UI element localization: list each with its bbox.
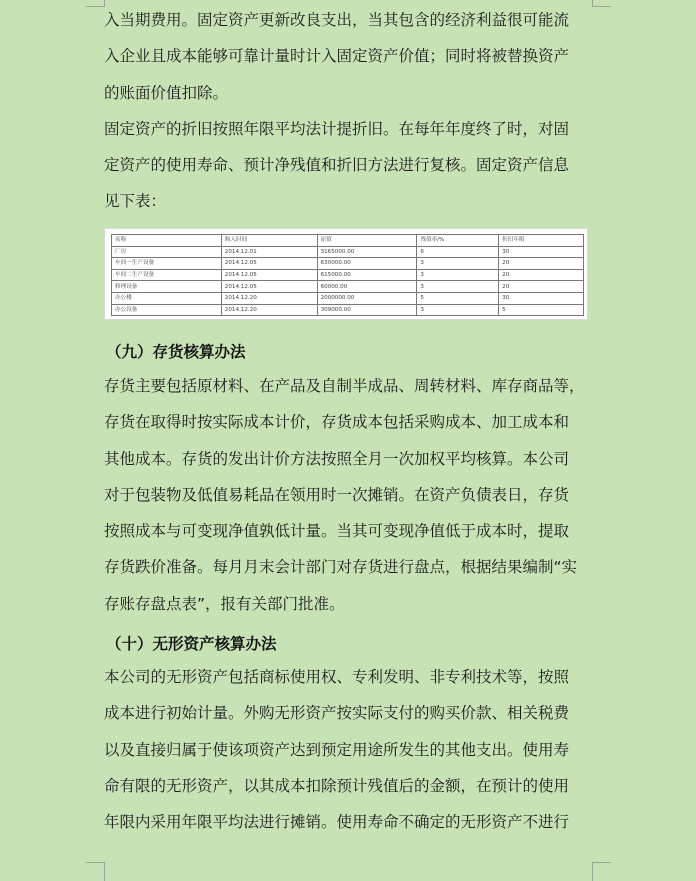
- table-header-cell: 残值率/%: [417, 235, 499, 247]
- table-row: [112, 292, 584, 304]
- text-line: 存货在取得时按实际成本计价，存货成本包括采购成本、加工成本和: [104, 413, 570, 432]
- table-cell: 3: [417, 304, 499, 316]
- text-line: 的账面价值扣除。: [104, 83, 229, 102]
- table-cell: 办公设备: [112, 304, 222, 316]
- table-cell: 6: [417, 246, 499, 258]
- table-header-cell: 原值: [317, 235, 417, 247]
- table-cell: 车间二生产设备: [112, 269, 222, 281]
- table-cell: 3165000.00: [317, 246, 417, 258]
- section-heading-intangible-assets: （十）无形资产核算办法: [106, 635, 277, 653]
- text-line: 定资产的使用寿命、预计净残值和折旧方法进行复核。固定资产信息: [104, 156, 570, 175]
- text-line: 成本进行初始计量。外购无形资产按实际支付的购买价款、相关税费: [104, 704, 570, 723]
- text-line: 存货跌价准备。每月月末会计部门对存货进行盘点，根据结果编制“实: [104, 558, 578, 577]
- paragraph-fixed-assets: [104, 2, 592, 220]
- table-cell: 5: [417, 292, 499, 304]
- fixed-asset-table: [104, 228, 588, 320]
- text-line: 按照成本与可变现净值孰低计量。当其可变现净值低于成本时，提取: [104, 522, 570, 541]
- text-line: 本公司的无形资产包括商标使用权、专利发明、非专利技术等，按照: [104, 668, 570, 686]
- table-cell: 20: [499, 269, 584, 281]
- table-row: [112, 258, 584, 270]
- table-header-cell: 名称: [112, 235, 222, 247]
- table-cell: 630000.00: [317, 258, 417, 270]
- table-cell: 2000000.00: [317, 292, 417, 304]
- page-corner-mark: [592, 862, 611, 881]
- text-line: 存账存盘点表”，报有关部门批准。: [104, 594, 345, 613]
- table-cell: 5: [499, 304, 584, 316]
- page-corner-mark: [86, 862, 105, 881]
- table-cell: 615000.00: [317, 269, 417, 281]
- text-line: 对于包装物及低值易耗品在领用时一次摊销。在资产负债表日，存货: [104, 485, 570, 504]
- table-cell: 2014.12.05: [221, 281, 317, 293]
- table-cell: 20: [499, 281, 584, 293]
- table-cell: 30: [499, 292, 584, 304]
- section-heading-inventory: （九）存货核算办法: [106, 343, 246, 361]
- table-cell: 2014.12.05: [221, 258, 317, 270]
- table-cell: 2014.12.01: [221, 246, 317, 258]
- page-corner-mark: [86, 0, 105, 7]
- table-cell: 3: [417, 258, 499, 270]
- text-line: 入当期费用。固定资产更新改良支出，当其包含的经济利益很可能流: [104, 11, 570, 29]
- text-line: 以及直接归属于使该项资产达到预定用途所发生的其他支出。使用寿: [104, 740, 570, 759]
- table-cell: 3: [417, 281, 499, 293]
- table-header-cell: 折旧年限: [499, 235, 584, 247]
- table-row: [112, 281, 584, 293]
- table-header-cell: 购入时间: [221, 235, 317, 247]
- paragraph-intangible-assets: [104, 659, 592, 840]
- table-cell: 修理设备: [112, 281, 222, 293]
- paragraph-inventory: [104, 368, 592, 622]
- table-row: [112, 269, 584, 281]
- text-line: 固定资产的折旧按照年限平均法计提折旧。在每年年度终了时，对固: [104, 119, 570, 138]
- text-line: 年限内采用年限平均法进行摊销。使用寿命不确定的无形资产不进行: [104, 813, 570, 832]
- table-cell: 3: [417, 269, 499, 281]
- text-line: 见下表：: [104, 192, 167, 211]
- text-line: 其他成本。存货的发出计价方法按照全月一次加权平均核算。本公司: [104, 449, 570, 468]
- table-cell: 2014.12.05: [221, 269, 317, 281]
- table-header-row: [112, 235, 584, 247]
- table-cell: 车间一生产设备: [112, 258, 222, 270]
- table-cell: 办公楼: [112, 292, 222, 304]
- table-cell: 厂房: [112, 246, 222, 258]
- table-cell: 2014.12.20: [221, 292, 317, 304]
- table-cell: 2014.12.20: [221, 304, 317, 316]
- table-cell: 60000.00: [317, 281, 417, 293]
- table-row: [112, 304, 584, 316]
- text-line: 入企业且成本能够可靠计量时计入固定资产价值；同时将被替换资产: [104, 47, 570, 66]
- table-row: [112, 246, 584, 258]
- text-line: 存货主要包括原材料、在产品及自制半成品、周转材料、库存商品等，: [104, 377, 585, 395]
- text-line: 命有限的无形资产，以其成本扣除预计残值后的金额，在预计的使用: [104, 776, 570, 795]
- page-corner-mark: [592, 0, 611, 7]
- table-cell: 30: [499, 246, 584, 258]
- table-cell: 20: [499, 258, 584, 270]
- table-cell: 309000.00: [317, 304, 417, 316]
